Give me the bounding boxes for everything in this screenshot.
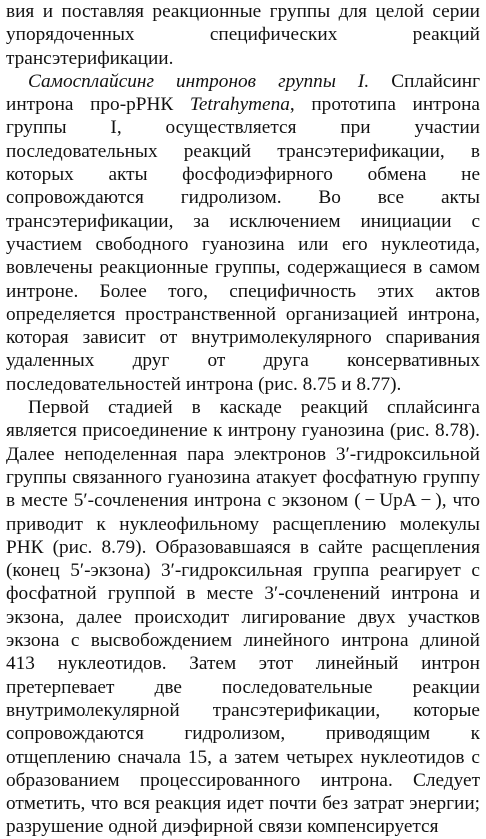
section-run-in-heading: Самосплайсинг интронов группы I. [28, 70, 370, 92]
paragraph-continuation: вия и поставляя реакционные группы для целой серии упорядоченных специфических реакций трансэтерификации. [6, 1, 480, 69]
organism-name: Tetrahymena [189, 94, 290, 116]
paragraph-text-part: Сплайсинг интрона про-рРНК [6, 70, 480, 116]
paragraph-splicing-cascade: Первой стадией в каскаде реакций сплайсинга является присоединение к интрону гуанозина (рис. 8.78). Далее неподеленная пара электронов 3′-гидроксильной группы связанного гуанозина атакует фосфатную группу в месте 5′-сочленения интрона с экзоном ( − UpA − ), что приводит к нуклеофильному расщеплению молекулы РНК (рис. 8.79). Образовавшаяся в сайте расщепления (конец 5′-экзона) 3′-гидроксильная группа реагирует с фосфатной группой в месте 3′-сочленений интрона и экзона, далее происходит лигирование двух участков экзона с высвобождением линейного интрона длиной 413 нуклеотидов. Затем этот линейный интрон претерпевает две последовательные реакции внутримолекулярной трансэтерификации, которые сопровождаются гидролизом, приводящим к отщеплению сначала 15, а затем четырех нуклеотидов с образованием процессированного интрона. Следует отметить, что вся реакция идет почти без затрат энергии; разрушение одной диэфирной связи компенсируется [6, 397, 480, 838]
document-page [6, 0, 480, 839]
paragraph-text-part: , прототипа интрона группы I, осуществляется при участии последовательных реакций трансэтерификации, в которых акты фосфодиэфирного обмена не сопровождаются гидролизом. Во все акты трансэтерификации, за исключением инициации с участием свободного гуанозина или его нуклеотида, вовлечены реакционные группы, содержащиеся в самом интроне. Более того, специфичность этих актов определяется пространственной организацией интрона, которая зависит от внутримолекулярного спаривания удаленных друг от друга консервативных последовательностей интрона (рис. 8.75 и 8.77). [6, 94, 480, 395]
paragraph-group-i-splicing [6, 70, 480, 396]
